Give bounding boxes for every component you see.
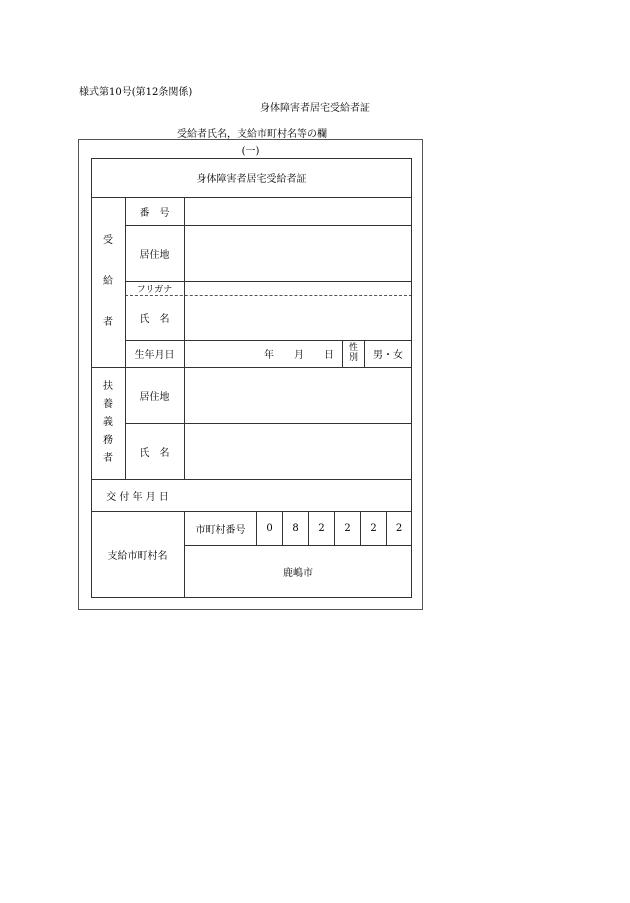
section-title: 受給者氏名，支給市町村名等の欄: [177, 129, 327, 140]
issue-date-field[interactable]: [185, 479, 411, 511]
guardian-name-field[interactable]: [185, 423, 411, 479]
guardian-char-3: 義: [103, 417, 113, 428]
recipient-char-3: 者: [103, 317, 113, 328]
furigana-label: フリガナ: [136, 284, 173, 295]
guardian-address-label: 居住地: [139, 391, 170, 403]
municipality-code-digit-1: 0: [266, 522, 273, 534]
municipality-code-label: 市町村番号: [195, 524, 246, 536]
number-field[interactable]: [185, 197, 411, 225]
municipality-code-digit-3: 2: [318, 522, 325, 534]
guardian-char-5: 者: [103, 453, 113, 464]
name-label: 氏 名: [139, 314, 170, 325]
municipality-name: 鹿嶋市: [283, 567, 313, 579]
birthdate-field[interactable]: 年 月 日: [264, 350, 334, 361]
issue-date-label: 交 付 年 月 日: [106, 491, 169, 503]
guardian-group-label: [91, 367, 125, 479]
guardian-char-1: 扶: [103, 381, 113, 392]
gender-label: 性別: [348, 343, 358, 363]
guardian-address-field[interactable]: [185, 367, 411, 423]
recipient-char-1: 受: [103, 235, 113, 246]
form-id: 様式第10号(第12条関係): [79, 87, 193, 98]
card-title: 身体障害者居宅受給者証: [196, 174, 307, 185]
recipient-char-2: 給: [103, 276, 113, 287]
name-field[interactable]: [185, 295, 411, 340]
guardian-name-label: 氏 名: [139, 447, 170, 459]
guardian-char-2: 養: [103, 399, 113, 410]
certificate-table: [91, 158, 412, 598]
municipality-code-digit-4: 2: [344, 522, 351, 534]
address-field[interactable]: [185, 225, 411, 281]
municipality-code-digit-6: 2: [395, 522, 403, 534]
rule-right: [411, 158, 412, 598]
document-title: 身体障害者居宅受給者証: [260, 103, 370, 114]
furigana-field[interactable]: [185, 281, 411, 295]
gender-field[interactable]: 男・女: [373, 350, 403, 361]
guardian-char-4: 務: [103, 435, 113, 446]
municipality-label: 支給市町村名: [107, 550, 168, 562]
rule-bottom: [91, 597, 412, 598]
number-label: 番 号: [139, 207, 170, 219]
municipality-code-digit-5: 2: [370, 522, 377, 534]
municipality-code-digit-2: 8: [292, 522, 299, 534]
page-number: (一): [241, 146, 260, 157]
recipient-group-label: [91, 197, 125, 367]
address-label: 居住地: [139, 249, 170, 261]
birthdate-label: 生年月日: [134, 350, 175, 361]
